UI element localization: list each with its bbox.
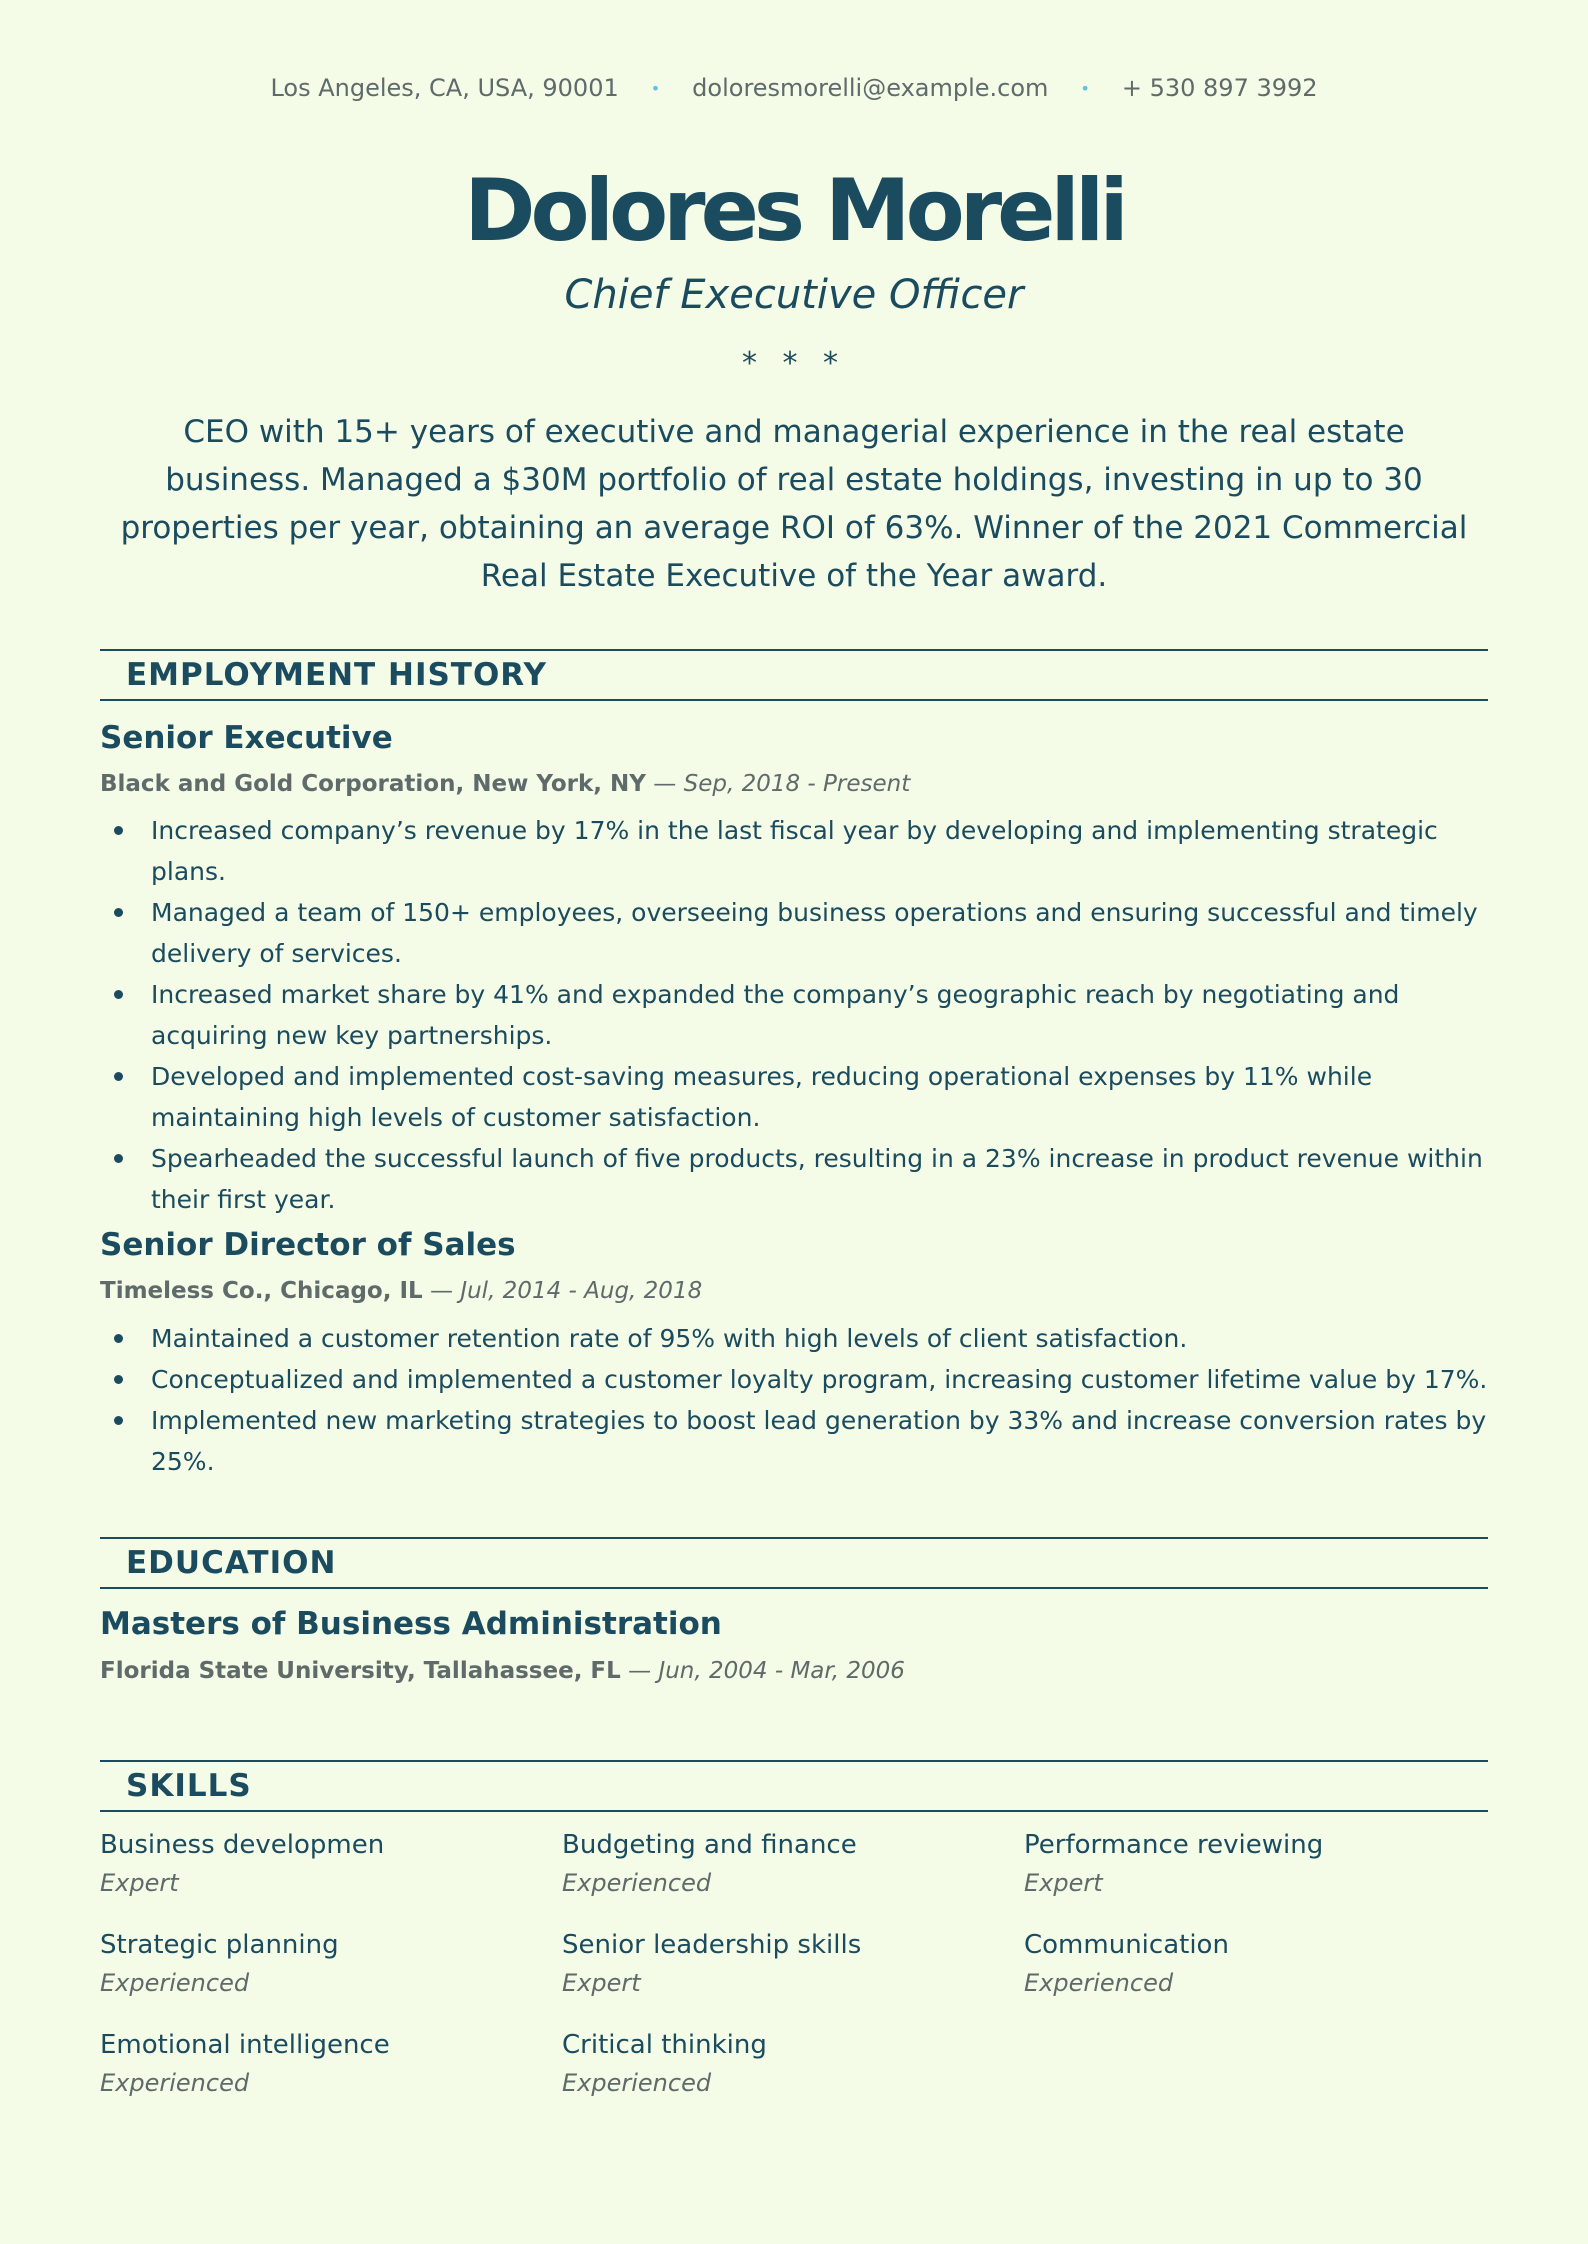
- bullet-separator: •: [1080, 78, 1090, 98]
- contact-location: Los Angeles, CA, USA, 90001: [270, 74, 619, 102]
- skill-name: Senior leadership skills: [562, 1930, 862, 1960]
- skill-item: [562, 1927, 1024, 2003]
- skill-item: [100, 1827, 562, 1903]
- skill-item: [100, 2027, 562, 2103]
- list-item: Implemented new marketing strategies to boost lead generation by 33% and increase conversion rates by 25%.: [100, 1400, 1488, 1482]
- candidate-role: Chief Executive Officer: [564, 272, 1024, 318]
- skills-section-header: [100, 1760, 1488, 1812]
- skill-name: Performance reviewing: [1024, 1830, 1324, 1860]
- skill-item: [562, 2027, 1024, 2103]
- skill-name: Strategic planning: [100, 1930, 339, 1960]
- job-title: Senior Executive: [100, 720, 393, 756]
- job-title: Senior Director of Sales: [100, 1227, 516, 1263]
- skill-level: Expert: [100, 1869, 179, 1897]
- list-item: Conceptualized and implemented a customer loyalty program, increasing customer lifetime value by 17%.: [100, 1359, 1488, 1400]
- job-bullets: [100, 810, 1488, 1220]
- job-dates: Jul, 2014 - Aug, 2018: [460, 1278, 703, 1304]
- degree-title: Masters of Business Administration: [100, 1606, 722, 1642]
- education-dates: Jun, 2004 - Mar, 2006: [658, 1658, 905, 1684]
- job-company: Black and Gold Corporation, New York, NY: [100, 771, 646, 797]
- education-section-header: [100, 1537, 1488, 1589]
- skill-name: Business developmen: [100, 1830, 385, 1860]
- dash: —: [430, 1278, 461, 1304]
- section-title: SKILLS: [126, 1768, 252, 1804]
- skill-level: Experienced: [562, 1869, 712, 1897]
- list-item: Spearheaded the successful launch of five products, resulting in a 23% increase in product revenue within their first year.: [100, 1138, 1488, 1220]
- list-item: Increased market share by 41% and expanded the company’s geographic reach by negotiating and acquiring new key partnerships.: [100, 974, 1488, 1056]
- skill-name: Critical thinking: [562, 2030, 767, 2060]
- list-item: Developed and implemented cost-saving measures, reducing operational expenses by 11% while maintaining high levels of customer satisfaction.: [100, 1056, 1488, 1138]
- job-dates: Sep, 2018 - Present: [683, 771, 911, 797]
- section-title: EDUCATION: [126, 1545, 337, 1581]
- job-bullets: [100, 1318, 1488, 1482]
- list-item: Managed a team of 150+ employees, overseeing business operations and ensuring successful and timely delivery of services.: [100, 892, 1488, 974]
- contact-line: [100, 74, 1488, 102]
- education-meta: [100, 1658, 905, 1684]
- skill-item: [562, 1827, 1024, 1903]
- skill-item: [1024, 1927, 1486, 2003]
- skills-grid: [100, 1827, 1488, 2103]
- employment-section-header: [100, 649, 1488, 701]
- job-meta: [100, 1278, 702, 1304]
- skill-level: Experienced: [562, 2069, 712, 2097]
- skill-level: Experienced: [100, 2069, 250, 2097]
- job-company: Timeless Co., Chicago, IL: [100, 1278, 423, 1304]
- skill-name: Emotional intelligence: [100, 2030, 390, 2060]
- skill-item: [1024, 1827, 1486, 1903]
- skill-item: [100, 1927, 562, 2003]
- skill-level: Experienced: [100, 1969, 250, 1997]
- dash: —: [628, 1658, 659, 1684]
- skill-level: Experienced: [1024, 1969, 1174, 1997]
- dash: —: [653, 771, 684, 797]
- job-meta: [100, 771, 910, 797]
- profile-summary: CEO with 15+ years of executive and managerial experience in the real estate business. Managed a $30M portfolio of real estate holdings, investing in up to 30 properties per year, obtaining an average ROI of 63%. Winner of the 2021 Commercial Real Estate Executive of the Year award.: [120, 414, 1468, 594]
- skill-level: Expert: [562, 1969, 641, 1997]
- skill-name: Communication: [1024, 1930, 1229, 1960]
- list-item: Increased company’s revenue by 17% in the last fiscal year by developing and implementing strategic plans.: [100, 810, 1488, 892]
- skill-name: Budgeting and finance: [562, 1830, 857, 1860]
- contact-email[interactable]: doloresmorelli@example.com: [692, 74, 1049, 102]
- resume-page: [100, 0, 1488, 2244]
- contact-phone[interactable]: + 530 897 3992: [1121, 74, 1318, 102]
- list-item: Maintained a customer retention rate of 95% with high levels of client satisfaction.: [100, 1318, 1488, 1359]
- divider-stars: * * *: [741, 346, 847, 381]
- school-name: Florida State University, Tallahassee, FL: [100, 1658, 621, 1684]
- bullet-separator: •: [650, 78, 661, 98]
- candidate-name: Dolores Morelli: [464, 161, 1124, 261]
- section-title: EMPLOYMENT HISTORY: [126, 657, 547, 693]
- skill-level: Expert: [1024, 1869, 1103, 1897]
